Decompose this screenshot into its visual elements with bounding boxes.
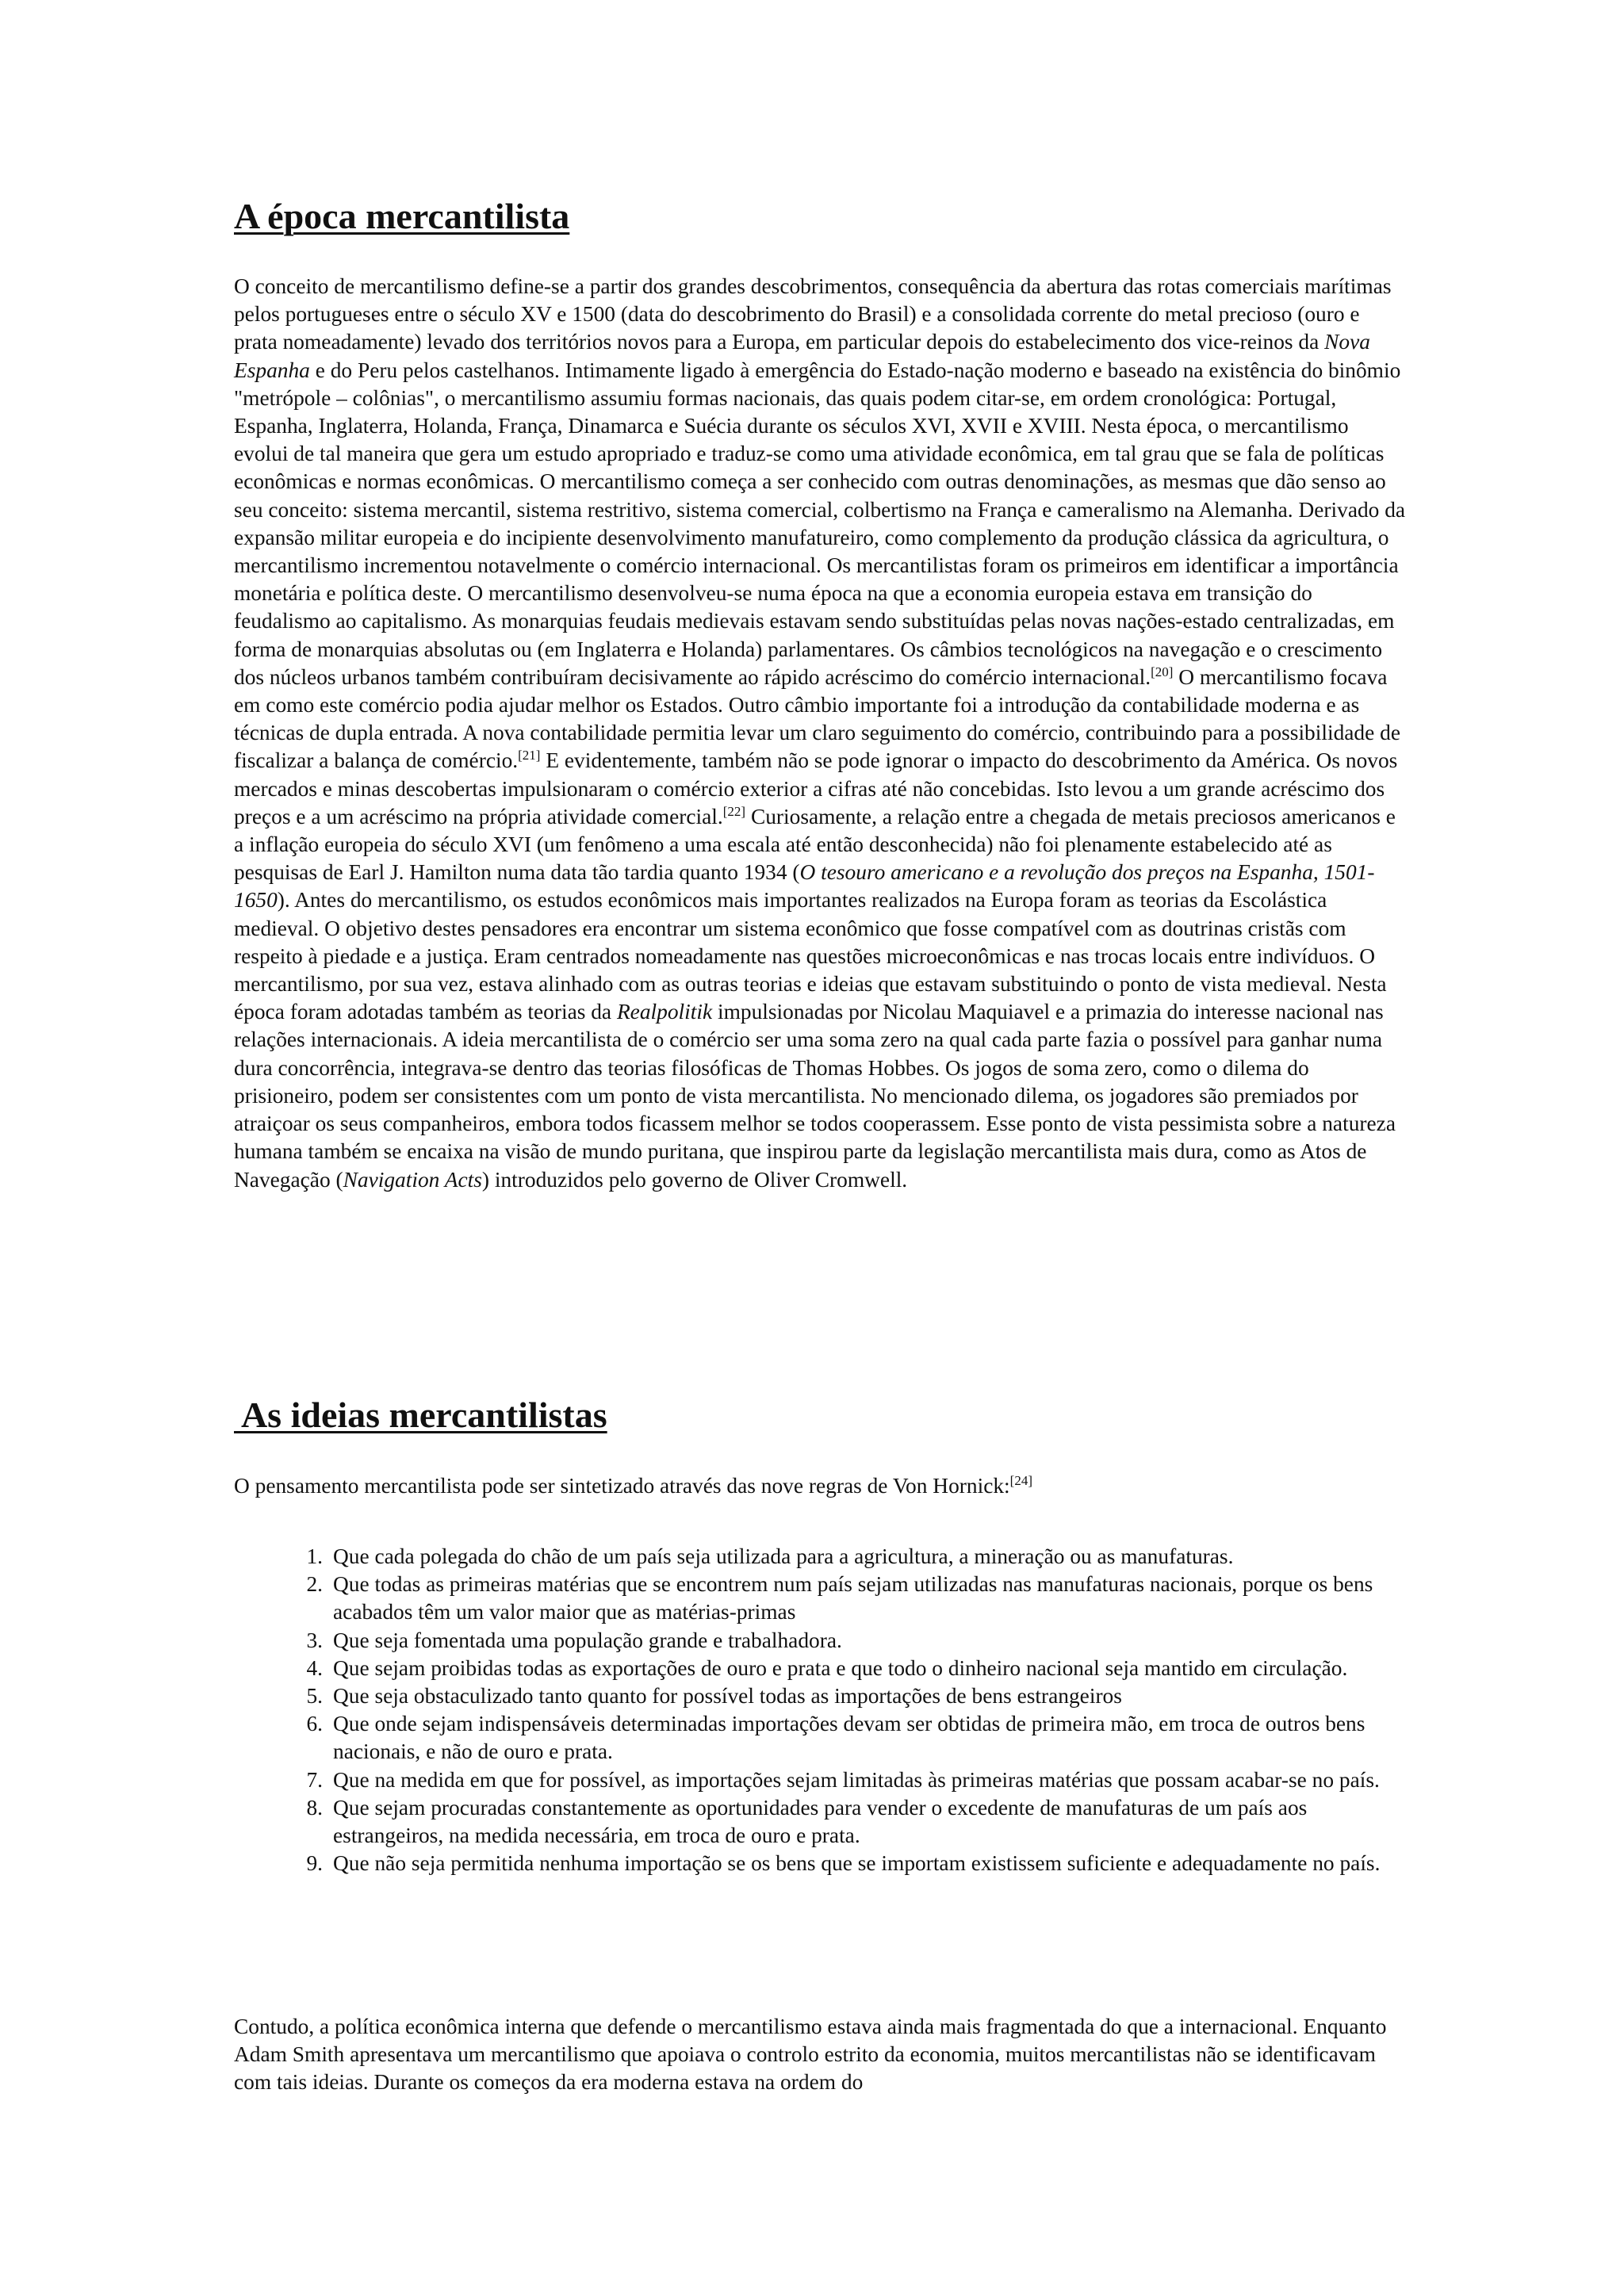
rule-item	[234, 1655, 1406, 1682]
italic-book-title: O tesouro americano e a revolução dos preços na Espanha, 1501-1650	[234, 860, 1375, 913]
paragraph-text: O conceito de mercantilismo define-se a partir dos grandes descobrimentos, consequência da abertura das rotas comerciais marítimas pelos portugueses entre o século XV e 1500 (data do descobrimento do Brasil) e a consolidada corrente do metal precioso (ouro e prata nomeadamente) levado dos territórios novos para a Europa, em particular depois do estabelecimento dos vice-reinos da	[234, 274, 1392, 354]
intro-text: O pensamento mercantilista pode ser sintetizado através das nove regras de Von Hornick:	[234, 1474, 1010, 1498]
rule-text: Que seja obstaculizado tanto quanto for possível todas as importações de bens estrangeiros	[333, 1684, 1122, 1709]
rule-item	[234, 1571, 1406, 1626]
rule-text: Que seja fomentada uma população grande e trabalhadora.	[333, 1628, 842, 1652]
rule-number: 5.	[306, 1684, 323, 1709]
citation-ref-20[interactable]: [20]	[1151, 664, 1174, 679]
rule-number: 3.	[306, 1628, 323, 1652]
italic-term-realpolitik: Realpolitik	[616, 1000, 713, 1024]
paragraph-text: Curiosamente, a relação entre a chegada de metais preciosos americanos e a inflação europeia do século XVI (um fenômeno a uma escala até então desconhecida) não foi plenamente estabelecido até as pesquisas de Earl J. Hamilton numa data tão tardia quanto 1934 (	[234, 804, 1396, 885]
rule-number: 9.	[306, 1851, 323, 1876]
paragraph-text: impulsionadas por Nicolau Maquiavel e a primazia do interesse nacional nas relações internacionais. A ideia mercantilista de o comércio ser uma soma zero na qual cada parte fazia o possível para ganhar numa dura concorrência, integrava-se dentro das teorias filosóficas de Thomas Hobbes. Os jogos de soma zero, como o dilema do prisioneiro, podem ser consistentes com um ponto de vista mercantilista. No mencionado dilema, os jogadores são premiados por atraiçoar os seus companheiros, embora todos ficassem melhor se todos cooperassem. Esse ponto de vista pessimista sobre a natureza humana também se encaixa na visão de mundo puritana, que inspirou parte da legislação mercantilista mais dura, como as Atos de Navegação (	[234, 1000, 1396, 1192]
rule-number: 8.	[306, 1795, 323, 1820]
von-hornick-rules-list	[234, 1543, 1406, 1877]
paragraph-text: e do Peru pelos castelhanos. Intimamente ligado à emergência do Estado-nação moderno e baseado na existência do binômio "metrópole – colônias", o mercantilismo assumiu formas nacionais, das quais podem citar-se, em ordem cronológica: Portugal, Espanha, Inglaterra, Holanda, França, Dinamarca e Suécia durante os séculos XVI, XVII e XVIII. Nesta época, o mercantilismo evolui de tal maneira que gera um estudo apropriado e traduz-se como uma atividade econômica, em tal grau que se fala de políticas econômicas e normas econômicas. O mercantilismo começa a ser conhecido com outras denominações, as mesmas que dão senso ao seu conceito: sistema mercantil, sistema restritivo, sistema comercial, colbertismo na França e cameralismo na Alemanha. Derivado da expansão militar europeia e do incipiente desenvolvimento manufatureiro, como complemento da produção clássica da agricultura, o mercantilismo incrementou notavelmente o comércio internacional. Os mercantilistas foram os primeiros em identificar a importância monetária e política deste. O mercantilismo desenvolveu-se numa época na que a economia europeia estava em transição do feudalismo ao capitalismo. As monarquias feudais medievais estavam sendo substituídas pelas novas nações-estado centralizadas, em forma de monarquias absolutas ou (em Inglaterra e Holanda) parlamentares. Os câmbios tecnológicos na navegação e o crescimento dos núcleos urbanos também contribuíram decisivamente ao rápido acréscimo do comércio internacional.	[234, 358, 1406, 689]
italic-term-navigation-acts: Navigation Acts	[343, 1167, 482, 1192]
citation-ref-22[interactable]: [22]	[722, 803, 746, 819]
paragraph-text: O mercantilismo focava em como este comércio podia ajudar melhor os Estados. Outro câmbio importante foi a introdução da contabilidade moderna e as técnicas de dupla entrada. A nova contabilidade permitia levar um claro seguimento do comércio, contribuindo para a possibilidade de fiscalizar a balança de comércio.	[234, 664, 1400, 773]
rule-item	[234, 1850, 1406, 1877]
rule-number: 7.	[306, 1767, 323, 1792]
rule-item	[234, 1710, 1406, 1766]
rule-text: Que onde sejam indispensáveis determinadas importações devam ser obtidas de primeira mão, em troca de outros bens nacionais, e não de ouro e prata.	[333, 1712, 1365, 1764]
rule-item	[234, 1682, 1406, 1710]
citation-ref-24[interactable]: [24]	[1009, 1473, 1032, 1488]
rule-text: Que todas as primeiras matérias que se encontrem num país sejam utilizadas nas manufaturas nacionais, porque os bens acabados têm um valor maior que as matérias-primas	[333, 1572, 1373, 1624]
section-title-epoca-mercantilista: A época mercantilista	[234, 196, 570, 236]
rule-text: Que sejam procuradas constantemente as oportunidades para vender o excedente de manufaturas de um país aos estrangeiros, na medida necessária, em troca de ouro e prata.	[333, 1795, 1308, 1848]
citation-ref-21[interactable]: [21]	[518, 748, 541, 763]
rule-item	[234, 1543, 1406, 1571]
rule-item	[234, 1766, 1406, 1794]
closing-paragraph: Contudo, a política econômica interna que defende o mercantilismo estava ainda mais fragmentada do que a internacional. Enquanto Adam Smith apresentava um mercantilismo que apoiava o controlo estrito da economia, muitos mercantilistas não se identificavam com tais ideias. Durante os começos da era moderna estava na ordem do	[234, 2015, 1387, 2095]
rules-intro	[234, 1472, 1406, 1500]
paragraph-text: E evidentemente, também não se pode ignorar o impacto do descobrimento da América. Os novos mercados e minas descobertas impulsionaram o comércio exterior a cifras até não concebidas. Isto levou a um grande acréscimo dos preços e a um acréscimo na própria atividade comercial.	[234, 748, 1398, 828]
italic-term-nova-espanha: Nova Espanha	[234, 330, 1370, 382]
rule-text: Que sejam proibidas todas as exportações de ouro e prata e que todo o dinheiro nacional seja mantido em circulação.	[333, 1655, 1348, 1680]
rule-number: 2.	[306, 1572, 323, 1597]
section-title-ideias-mercantilistas: As ideias mercantilistas	[234, 1395, 607, 1435]
rule-item	[234, 1627, 1406, 1655]
rule-text: Que cada polegada do chão de um país seja utilizada para a agricultura, a mineração ou as manufaturas.	[333, 1544, 1234, 1568]
paragraph-text: ) introduzidos pelo governo de Oliver Cromwell.	[481, 1167, 908, 1192]
rule-number: 4.	[306, 1655, 323, 1680]
rule-text: Que na medida em que for possível, as importações sejam limitadas às primeiras matérias que possam acabar-se no país.	[333, 1767, 1380, 1792]
paragraph-text: ). Antes do mercantilismo, os estudos econômicos mais importantes realizados na Europa foram as teorias da Escolástica medieval. O objetivo destes pensadores era encontrar um sistema econômico que fosse compatível com as doutrinas cristãs com respeito à piedade e a justiça. Eram centrados nomeadamente nas questões microeconômicas e nas trocas locais entre indivíduos. O mercantilismo, por sua vez, estava alinhado com as outras teorias e ideias que estavam substituindo o ponto de vista medieval. Nesta época foram adotadas também as teorias da	[234, 888, 1387, 1024]
rule-item	[234, 1794, 1406, 1850]
rule-number: 1.	[306, 1544, 323, 1568]
body-paragraph-epoca	[234, 273, 1406, 1194]
rule-number: 6.	[306, 1712, 323, 1736]
rule-text: Que não seja permitida nenhuma importação se os bens que se importam existissem suficiente e adequadamente no país.	[333, 1851, 1381, 1876]
